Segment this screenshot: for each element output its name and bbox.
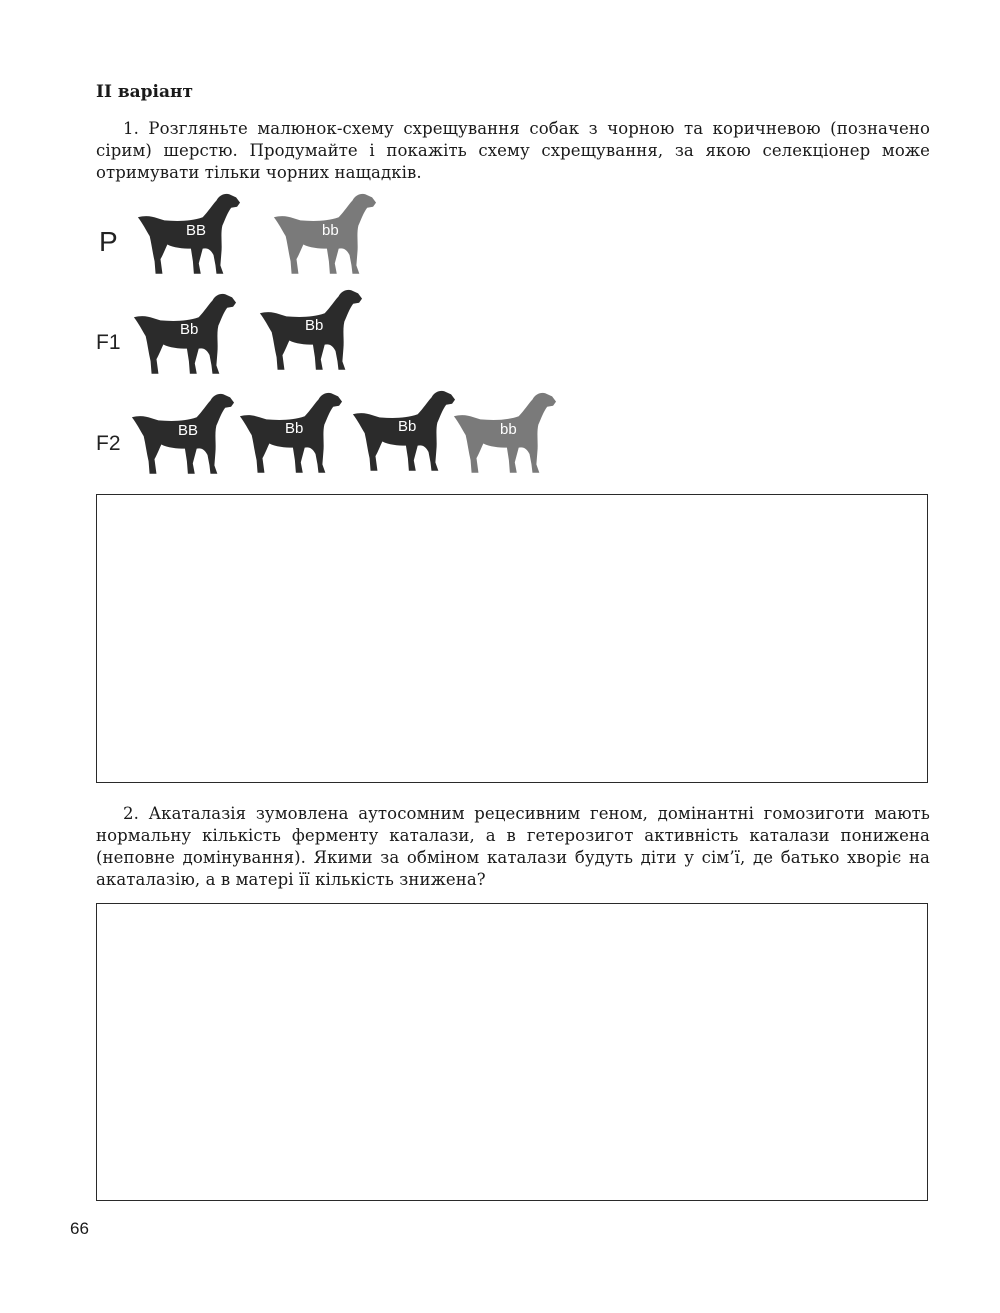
genotype-label: bb [322, 222, 339, 239]
task-1-text: 1. Розгляньте малюнок-схему схрещування собак з чорною та коричневою (позначено сірим) шерстю. Продумайте і покажіть схему схрещування, за якою селекціонер може отримувати тільки чорних нащадків. [96, 119, 930, 182]
genotype-label: Bb [305, 317, 324, 334]
genotype-label: Bb [180, 321, 199, 338]
genotype-label: BB [178, 422, 199, 439]
page-number: 66 [70, 1219, 89, 1238]
generation-label-f1: F1 [96, 331, 121, 354]
answer-box-1[interactable] [96, 494, 928, 783]
genotype-label: Bb [398, 418, 417, 435]
answer-box-2[interactable] [96, 903, 928, 1201]
generation-label-p: P [99, 226, 118, 257]
task-2-text: 2. Акаталазія зумовлена аутосомним рецесивним геном, домінантні гомозиготи мають нормальну кількість ферменту каталази, а в гетерозигот активність каталази понижена (неповне домінування). Якими за обміном каталази будуть діти у сім’ї, де батько хворіє на акаталазію, а в матері її кількість знижена? [96, 804, 930, 889]
genotype-label: BB [186, 222, 207, 239]
genotype-label: bb [500, 421, 517, 438]
generation-label-f2: F2 [96, 432, 121, 455]
genotype-label: Bb [285, 420, 304, 437]
variant-heading: II варіант [96, 82, 193, 102]
